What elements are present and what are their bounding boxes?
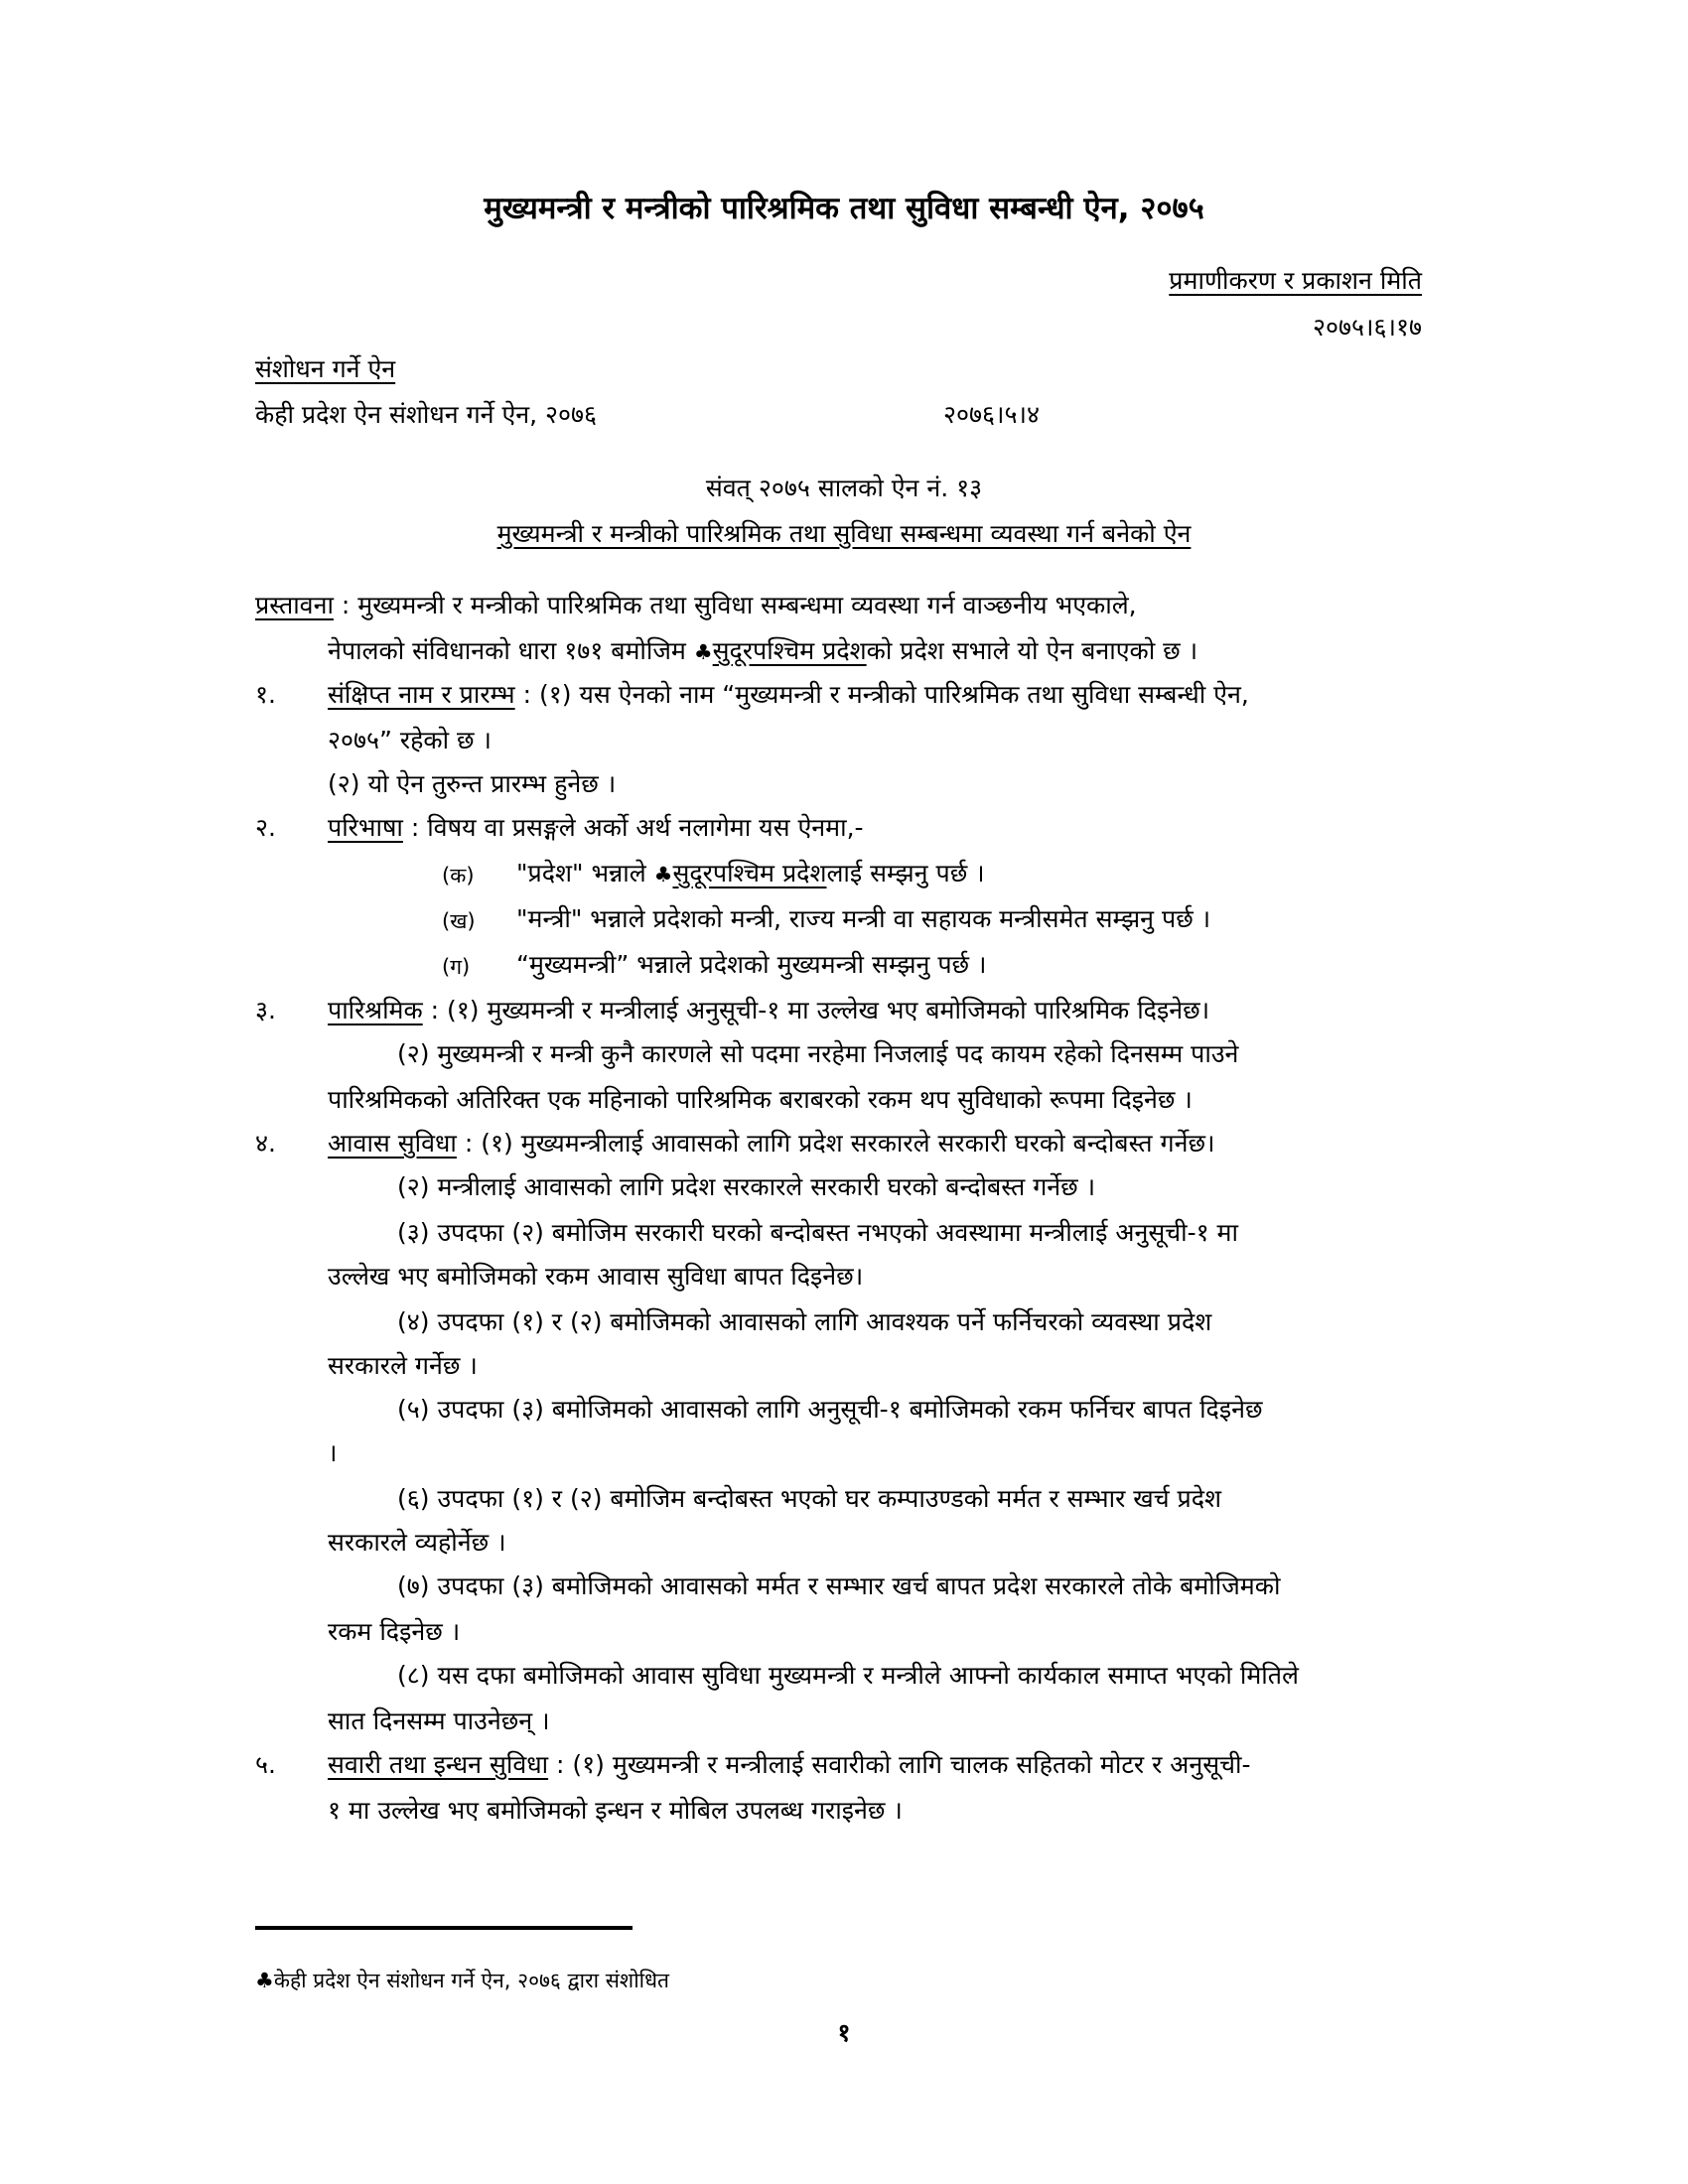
section-number: १. <box>255 680 276 709</box>
preamble-label: प्रस्तावना <box>255 591 334 619</box>
section-number: २. <box>255 813 276 842</box>
section-4-subsection-8-line-2: सात दिनसम्म पाउनेछन् । <box>328 1706 550 1735</box>
section-3-line-3: पारिश्रमिकको अतिरिक्त एक महिनाको पारिश्रमिक बराबरको रकम थप सुविधाको रूपमा दिइनेछ । <box>328 1085 1193 1114</box>
preamble-text: : मुख्यमन्त्री र मन्त्रीको पारिश्रमिक तथा सुविधा सम्बन्धमा व्यवस्था गर्न वाञ्छनीय भएकाले, <box>333 591 1137 619</box>
section-number: ३. <box>255 996 276 1024</box>
clause-text: "प्रदेश" भन्नाले <box>516 859 654 887</box>
section-3-line-2: (२) मुख्यमन्त्री र मन्त्री कुनै कारणले सो पदमा नरहेमा निजलाई पद कायम रहेको दिनसम्म पाउने <box>397 1039 1239 1068</box>
section-heading: संक्षिप्त नाम र प्रारम्भ <box>328 680 515 709</box>
page-number: १ <box>837 2018 851 2047</box>
section-text: : (१) मुख्यमन्त्री र मन्त्रीलाई सवारीको लागि चालक सहितको मोटर र अनुसूची- <box>548 1750 1251 1779</box>
section-1-line-2: २०७५” रहेको छ । <box>328 726 492 754</box>
section-heading: पारिश्रमिक <box>328 996 423 1024</box>
footnote-separator <box>255 1926 633 1930</box>
amendment-heading: संशोधन गर्ने ऐन <box>255 354 396 383</box>
section-1-line-1 <box>328 675 1249 715</box>
section-4-subsection-3-line-2: उल्लेख भए बमोजिमको रकम आवास सुविधा बापत दिइनेछ। <box>328 1262 864 1291</box>
section-heading: सवारी तथा इन्धन सुविधा <box>328 1750 549 1779</box>
section-2-line-1 <box>328 808 864 848</box>
clause-label: (ग) <box>442 955 471 979</box>
section-4-subsection-3-line-1: (३) उपदफा (२) बमोजिम सरकारी घरको बन्दोबस्त नभएको अवस्थामा मन्त्रीलाई अनुसूची-१ मा <box>397 1218 1238 1247</box>
section-text: : (१) यस ऐनको नाम “मुख्यमन्त्री र मन्त्रीको पारिश्रमिक तथा सुविधा सम्बन्धी ऐन, <box>514 680 1249 709</box>
section-text: : विषय वा प्रसङ्गले अर्को अर्थ नलागेमा यस ऐनमा,- <box>402 813 864 842</box>
section-4-subsection-7-line-1: (७) उपदफा (३) बमोजिमको आवासको मर्मत र सम्भार खर्च बापत प्रदेश सरकारले तोके बमोजिमको <box>397 1571 1281 1600</box>
preamble-line-1 <box>255 586 1137 625</box>
section-heading: परिभाषा <box>328 813 403 842</box>
amendment-act: केही प्रदेश ऐन संशोधन गर्ने ऐन, २०७६ <box>255 400 598 429</box>
section-4-subsection-4-line-1: (४) उपदफा (१) र (२) बमोजिमको आवासको लागि आवश्यक पर्ने फर्निचरको व्यवस्था प्रदेश <box>397 1307 1212 1336</box>
preamble-text-part: नेपालको संविधानको धारा १७१ बमोजिम <box>328 636 694 665</box>
footnote-text: केही प्रदेश ऐन संशोधन गर्ने ऐन, २०७६ द्वारा संशोधित <box>273 1969 669 1992</box>
clause-ga: “मुख्यमन्त्री” भन्नाले प्रदेशको मुख्यमन्त्री सम्झनु पर्छ । <box>516 950 987 979</box>
section-4-subsection-5-line-2: । <box>328 1438 338 1467</box>
footnote-marker: ♣ <box>693 640 713 664</box>
section-4-subsection-6-line-1: (६) उपदफा (१) र (२) बमोजिम बन्दोबस्त भएको घर कम्पाउण्डको मर्मत र सम्भार खर्च प्रदेश <box>397 1484 1222 1513</box>
section-5-line-2: १ मा उल्लेख भए बमोजिमको इन्धन र मोबिल उपलब्ध गराइनेछ । <box>328 1796 903 1825</box>
section-4-line-1 <box>328 1124 1214 1163</box>
clause-text: लाई सम्झनु पर्छ । <box>826 859 985 887</box>
document-title: मुख्यमन्त्री र मन्त्रीको पारिश्रमिक तथा सुविधा सम्बन्धी ऐन, २०७५ <box>484 191 1204 226</box>
clause-label: (क) <box>442 864 475 887</box>
clause-label: (ख) <box>442 909 476 933</box>
section-4-subsection-4-line-2: सरकारले गर्नेछ । <box>328 1351 478 1380</box>
footnote <box>255 1961 669 2000</box>
footnote-marker: ♣ <box>255 1969 274 1992</box>
section-1-subsection-2: (२) यो ऐन तुरुन्त प्रारम्भ हुनेछ । <box>328 769 617 798</box>
section-5-line-1 <box>328 1745 1251 1785</box>
section-number: ४. <box>255 1129 276 1158</box>
province-name: सुदूरपश्चिम प्रदेश <box>672 859 827 887</box>
authentication-date: २०७५।६।१७ <box>1313 313 1422 341</box>
clause-kha: "मन्त्री" भन्नाले प्रदेशको मन्त्री, राज्य मन्त्री वा सहायक मन्त्रीसमेत सम्झनु पर्छ । <box>516 904 1211 933</box>
section-text: : (१) मुख्यमन्त्री र मन्त्रीलाई अनुसूची-१ मा उल्लेख भए बमोजिमको पारिश्रमिक दिइनेछ। <box>422 996 1210 1024</box>
section-4-subsection-6-line-2: सरकारले व्यहोर्नेछ । <box>328 1528 506 1557</box>
act-subtitle: मुख्यमन्त्री र मन्त्रीको पारिश्रमिक तथा सुविधा सम्बन्धमा व्यवस्था गर्न बनेको ऐन <box>496 519 1192 548</box>
section-4-subsection-8-line-1: (८) यस दफा बमोजिमको आवास सुविधा मुख्यमन्त्री र मन्त्रीले आफ्नो कार्यकाल समाप्त भएको मितिले <box>397 1661 1299 1690</box>
act-number: संवत् २०७५ सालको ऐन नं. १३ <box>705 474 983 502</box>
section-4-subsection-2: (२) मन्त्रीलाई आवासको लागि प्रदेश सरकारले सरकारी घरको बन्दोबस्त गर्नेछ । <box>397 1172 1096 1201</box>
footnote-marker: ♣ <box>653 863 673 887</box>
section-text: : (१) मुख्यमन्त्रीलाई आवासको लागि प्रदेश सरकारले सरकारी घरको बन्दोबस्त गर्नेछ। <box>456 1129 1215 1158</box>
section-4-subsection-5-line-1: (५) उपदफा (३) बमोजिमको आवासको लागि अनुसूची-१ बमोजिमको रकम फर्निचर बापत दिइनेछ <box>397 1395 1263 1424</box>
province-name: सुदूरपश्चिम प्रदेश <box>712 636 867 665</box>
amendment-date: २०७६।५।४ <box>943 400 1040 429</box>
section-4-subsection-7-line-2: रकम दिइनेछ । <box>328 1617 461 1646</box>
clause-ka <box>516 854 985 894</box>
authentication-label: प्रमाणीकरण र प्रकाशन मिति <box>1169 266 1422 295</box>
section-3-line-1 <box>328 991 1209 1030</box>
section-heading: आवास सुविधा <box>328 1129 457 1158</box>
section-number: ५. <box>255 1750 276 1779</box>
preamble-line-2 <box>328 631 1197 672</box>
preamble-text-part: को प्रदेश सभाले यो ऐन बनाएको छ । <box>866 636 1198 665</box>
